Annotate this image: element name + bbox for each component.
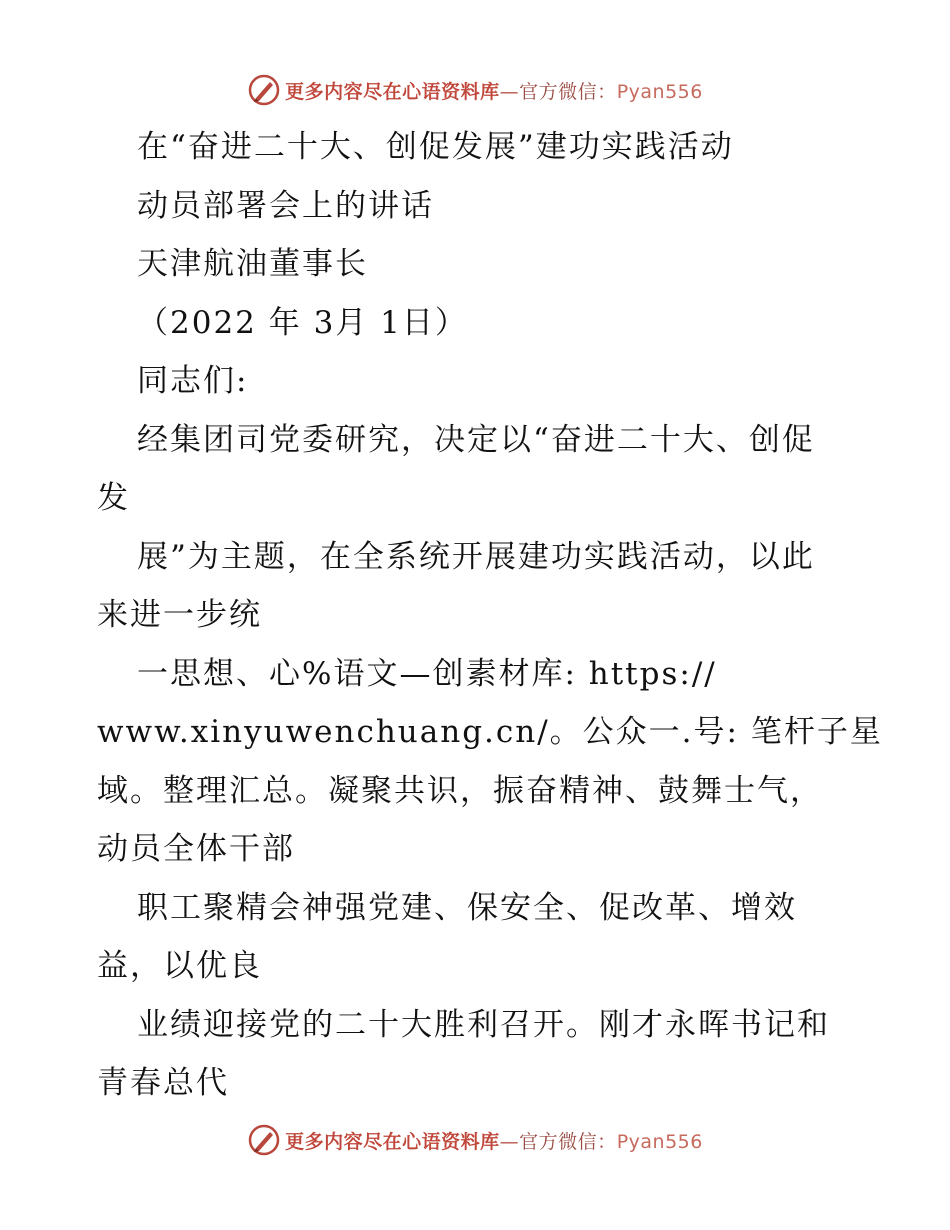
footer-banner-wechat: Pyan556 [616,1130,703,1153]
paragraph-line: 发 [97,480,130,516]
header-banner-separator: — [499,80,520,103]
paragraph-line: 业绩迎接党的二十大胜利召开。刚才永晖书记和 [137,1006,830,1043]
paragraph-line: 动员全体干部 [97,831,295,867]
paragraph-line: 展”为主题，在全系统开展建功实践活动，以此 [137,538,815,575]
paragraph-line: www.xinyuwenchuang.cn/。公众一.号: 笔杆子星 [97,714,883,750]
paragraph-line: 职工聚精会神强党建、保安全、促改革、增效 [137,889,797,926]
footer-banner-separator: — [499,1130,520,1153]
footer-banner-sub: 官方微信： [519,1130,617,1153]
header-banner-sub: 官方微信： [519,80,617,103]
paragraph-line: 青春总代 [97,1065,229,1101]
paragraph-line: 一思想、心%语文—创素材库: https:// [137,655,717,692]
header-banner-text [285,77,703,104]
footer-banner-text [285,1127,703,1154]
footer-banner [0,1120,950,1160]
salutation-line: 同志们: [137,363,249,399]
title-line-2: 动员部署会上的讲话 [137,187,434,224]
header-banner [0,70,950,110]
pen-logo-icon [247,1123,281,1157]
paragraph-line: 经集团司党委研究，决定以“奋进二十大、创促 [137,421,815,458]
date-line: （2022 年 3月 1日） [137,304,468,341]
document-body [97,118,883,1113]
paragraph-line: 域。整理汇总。凝聚共识，振奋精神、鼓舞士气， [97,772,823,809]
footer-banner-main: 更多内容尽在心语资料库 [285,1130,500,1153]
speaker-line: 天津航油董事长 [137,246,368,282]
paragraph-line: 益，以优良 [97,948,262,984]
pen-logo-icon [247,73,281,107]
header-banner-main: 更多内容尽在心语资料库 [285,80,500,103]
header-banner-wechat: Pyan556 [616,80,703,103]
paragraph-line: 来进一步统 [97,597,262,633]
title-line-1: 在“奋进二十大、创促发展”建功实践活动 [137,129,734,165]
